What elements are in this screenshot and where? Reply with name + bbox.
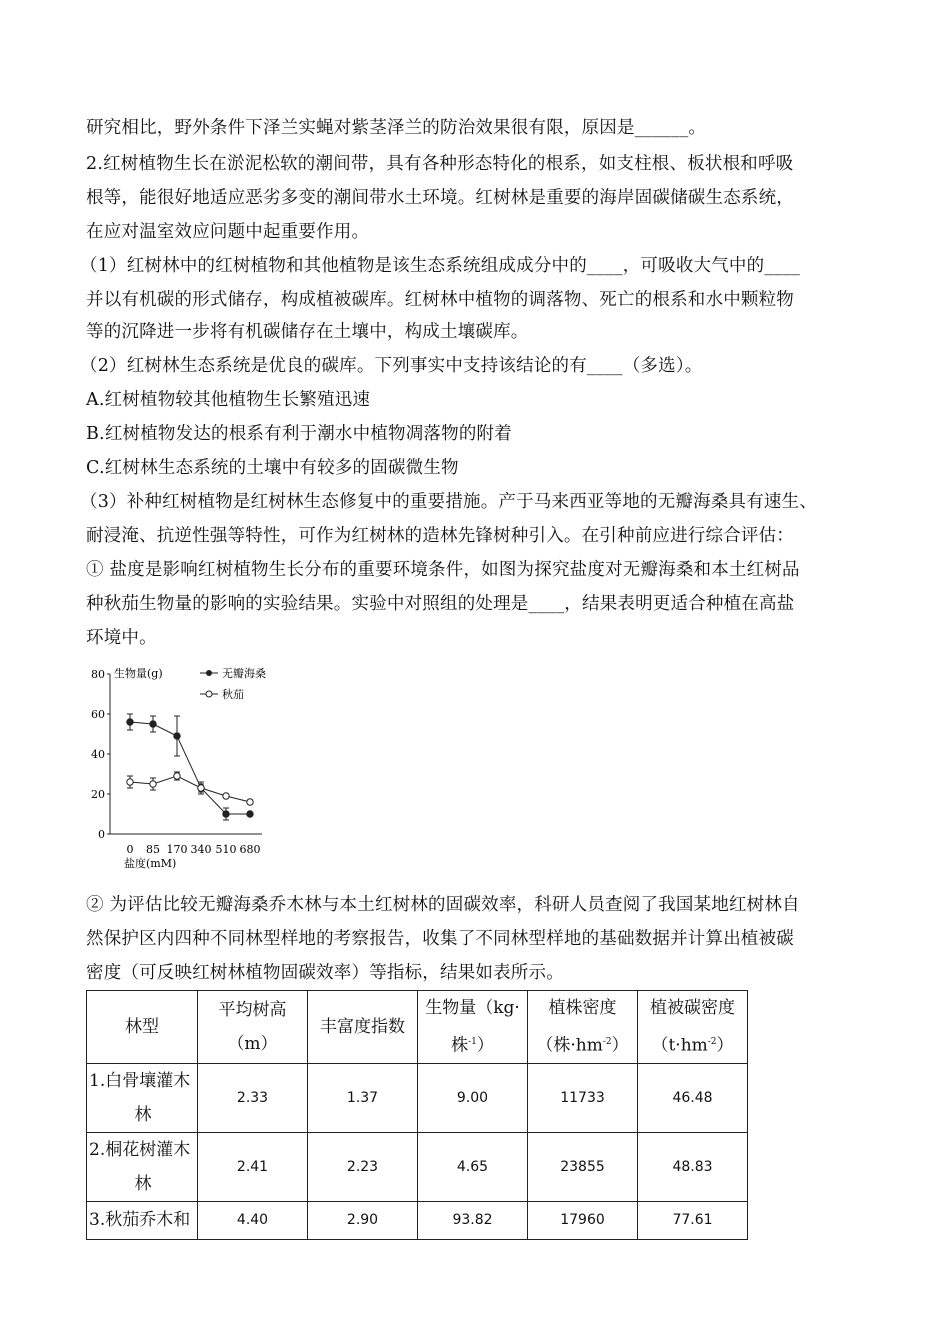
item-1-line-1: ① 盐度是影响红树植物生长分布的重要环境条件，如图为探究盐度对无瓣海桑和本土红树品	[86, 560, 800, 580]
cell-biomass: 4.65	[418, 1132, 528, 1201]
x-tick-label: 85	[146, 843, 160, 856]
cell-carbon: 77.61	[638, 1201, 748, 1239]
y-tick-label: 20	[91, 788, 105, 801]
item-1-line-3: 环境中。	[86, 628, 157, 648]
y-tick-label: 40	[91, 748, 105, 761]
x-tick-label: 0	[126, 843, 134, 856]
cell-richness: 2.90	[308, 1201, 418, 1239]
series-line-1	[130, 776, 250, 802]
data-point	[223, 793, 229, 799]
table-row	[87, 1132, 748, 1201]
header-density	[528, 991, 638, 1064]
header-biomass-unit: 株	[451, 1035, 469, 1056]
item-1-line-2: 种秋茄生物量的影响的实验结果。实验中对照组的处理是____，结果表明更适合种植在高盐	[86, 594, 795, 614]
header-carbon-close: ）	[716, 1035, 734, 1056]
header-density-exp: -2	[602, 1037, 612, 1047]
cell-forest-type: 3.秋茄乔木和	[87, 1201, 198, 1239]
y-tick-label: 0	[98, 828, 105, 841]
header-carbon-exp: -2	[707, 1037, 717, 1047]
header-density-close: ）	[611, 1035, 629, 1056]
cell-carbon: 46.48	[638, 1063, 748, 1132]
data-point	[174, 773, 180, 779]
cell-richness: 2.23	[308, 1132, 418, 1201]
header-biomass-close: ）	[476, 1035, 494, 1056]
data-point	[127, 779, 133, 785]
legend	[200, 666, 266, 701]
x-tick-label: 340	[190, 843, 212, 856]
cell-biomass: 93.82	[418, 1201, 528, 1239]
header-carbon	[638, 991, 748, 1064]
table-header-row	[87, 991, 748, 1064]
series-line-0	[130, 722, 250, 814]
y-axis-label: 生物量(g)	[114, 667, 163, 680]
header-biomass	[418, 991, 528, 1064]
item-2-line-1: ② 为评估比较无瓣海桑乔木林与本土红树林的固碳效率，科研人员查阅了我国某地红树林自	[86, 895, 800, 915]
cell-forest-type	[87, 1063, 198, 1132]
question-2-line-1: 2.红树植物生长在淤泥松软的潮间带，具有各种形态特化的根系，如支柱根、板状根和呼吸	[86, 154, 794, 174]
cell-density: 23855	[528, 1132, 638, 1201]
subquestion-3-line-2: 耐浸淹、抗逆性强等特性，可作为红树林的造林先锋树种引入。在引种前应进行综合评估：	[86, 526, 794, 546]
data-point	[247, 799, 253, 805]
cell-density: 17960	[528, 1201, 638, 1239]
data-point	[127, 719, 133, 725]
header-forest-type: 林型	[87, 991, 198, 1064]
data-point	[150, 721, 156, 727]
x-axis-label: 盐度(mM)	[124, 857, 177, 870]
data-point	[247, 811, 253, 817]
data-point	[198, 785, 204, 791]
cell-forest-type	[87, 1132, 198, 1201]
cell-forest-type-b: 林	[134, 1104, 152, 1125]
header-density-unit: （株·hm	[536, 1035, 603, 1056]
item-2-line-3: 密度（可反映红树林植物固碳效率）等指标，结果如表所示。	[86, 963, 564, 983]
table-row	[87, 1201, 748, 1239]
y-tick-label: 80	[91, 668, 105, 681]
y-tick-label: 60	[91, 708, 105, 721]
legend-label-qiuqie: 秋茄	[222, 688, 244, 701]
legend-label-wuban: 无瓣海桑	[222, 667, 266, 680]
x-tick-label: 510	[215, 843, 237, 856]
data-point	[174, 733, 180, 739]
data-point	[223, 811, 229, 817]
subquestion-1-line-1: （1）红树林中的红树植物和其他植物是该生态系统组成成分中的____，可吸收大气中的____	[80, 256, 801, 276]
question-2-line-3: 在应对温室效应问题中起重要作用。	[86, 222, 370, 242]
header-biomass-title: 生物量（kg·	[425, 998, 520, 1018]
legend-marker-qiuqie	[206, 691, 212, 697]
forest-type-table	[86, 990, 748, 1240]
data-point	[150, 781, 156, 787]
cell-forest-type-a: 2.桐花树灌木	[89, 1139, 191, 1160]
subquestion-1-line-3: 等的沉降进一步将有机碳储存在土壤中，构成土壤碳库。	[86, 322, 529, 342]
subquestion-2: （2）红树林生态系统是优良的碳库。下列事实中支持该结论的有____（多选）。	[80, 356, 703, 376]
item-2-line-2: 然保护区内四种不同林型样地的考察报告，收集了不同林型样地的基础数据并计算出植被碳	[86, 929, 794, 949]
text-line-1: 研究相比，野外条件下泽兰实蝇对紫茎泽兰的防治效果很有限，原因是______。	[86, 118, 707, 138]
cell-biomass: 9.00	[418, 1063, 528, 1132]
legend-marker-wuban	[206, 670, 212, 676]
cell-height: 2.33	[198, 1063, 308, 1132]
cell-height: 2.41	[198, 1132, 308, 1201]
header-avg-height	[198, 991, 308, 1064]
option-c: C.红树林生态系统的土壤中有较多的固碳微生物	[86, 458, 459, 478]
header-carbon-unit: （t·hm	[651, 1035, 708, 1056]
header-richness: 丰富度指数	[308, 991, 418, 1064]
option-a: A.红树植物较其他植物生长繁殖迅速	[86, 390, 371, 410]
cell-carbon: 48.83	[638, 1132, 748, 1201]
table-row	[87, 1063, 748, 1132]
option-b: B.红树植物发达的根系有利于潮水中植物凋落物的附着	[86, 424, 512, 444]
header-carbon-title: 植被碳密度	[650, 998, 735, 1018]
header-density-title: 植株密度	[548, 998, 617, 1018]
header-biomass-exp: -1	[468, 1037, 477, 1047]
biomass-salinity-chart	[84, 660, 284, 872]
cell-height: 4.40	[198, 1201, 308, 1239]
cell-richness: 1.37	[308, 1063, 418, 1132]
cell-forest-type-b: 林	[134, 1173, 152, 1194]
subquestion-1-line-2: 并以有机碳的形式储存，构成植被碳库。红树林中植物的调落物、死亡的根系和水中颗粒物	[86, 290, 794, 310]
cell-density: 11733	[528, 1063, 638, 1132]
cell-forest-type-a: 1.白骨壤灌木	[89, 1070, 191, 1091]
header-avg-height-title: 平均树高	[218, 999, 287, 1020]
subquestion-3-line-1: （3）补种红树植物是红树林生态修复中的重要措施。产于马来西亚等地的无瓣海桑具有速生、	[80, 492, 818, 512]
question-2-line-2: 根等，能很好地适应恶劣多变的潮间带水土环境。红树林是重要的海岸固碳储碳生态系统，	[86, 188, 794, 208]
header-avg-height-unit: （m）	[227, 1033, 278, 1054]
x-tick-label: 680	[239, 843, 261, 856]
x-tick-label: 170	[166, 843, 188, 856]
